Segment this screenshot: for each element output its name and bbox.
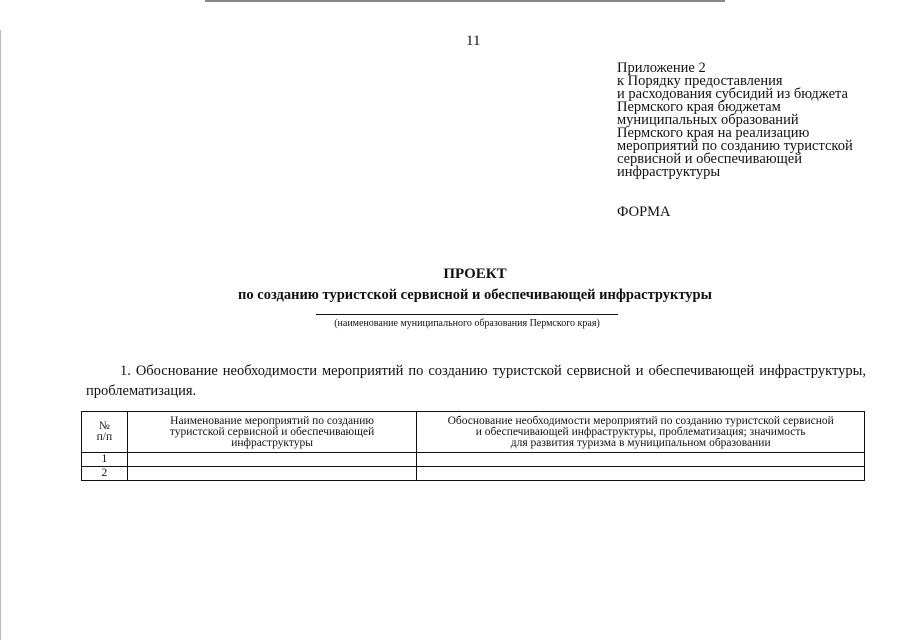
header-justification-line: для развития туризма в муниципальном образовании (510, 436, 771, 449)
appendix-line: сервисной и обеспечивающей (617, 151, 802, 167)
appendix-line: Пермского края на реализацию (617, 125, 810, 141)
page-number: 11 (466, 33, 481, 49)
appendix-line: инфраструктуры (617, 164, 721, 180)
cell-justification (417, 453, 865, 467)
scan-edge-left (0, 30, 1, 640)
header-name-line: Наименование мероприятий по созданию (170, 414, 374, 427)
form-label: ФОРМА (617, 204, 671, 220)
appendix-line: к Порядку предоставления (617, 73, 783, 89)
appendix-note (617, 62, 877, 179)
header-num-line: п/п (96, 431, 113, 443)
header-num (82, 412, 128, 453)
cell-justification (417, 467, 865, 481)
appendix-line: Приложение 2 (617, 60, 706, 76)
document-title: ПРОЕКТ (443, 266, 507, 282)
table-row (82, 467, 865, 481)
cell-num: 1 (82, 453, 128, 467)
table-row (82, 453, 865, 467)
cell-num: 2 (82, 467, 128, 481)
header-name-line: туристской сервисной и обеспечивающей (169, 425, 375, 438)
scan-edge-top (205, 0, 725, 2)
header-num-line: № (98, 420, 110, 432)
header-justification-line: Обоснование необходимости мероприятий по созданию туристской сервисной (447, 414, 834, 427)
municipality-caption: (наименование муниципального образования Пермского края) (334, 318, 600, 329)
cell-name (127, 453, 417, 467)
appendix-line: муниципальных образований (617, 112, 799, 128)
projects-table (81, 411, 865, 481)
section-heading-text: 1. Обоснование необходимости мероприятий по созданию туристской сервисной и обеспечивающей инфраструктуры, проблематизация. (86, 363, 866, 399)
appendix-line: мероприятий по созданию туристской (617, 138, 853, 154)
appendix-line: и расходования субсидий из бюджета (617, 86, 848, 102)
document-subtitle: по созданию туристской сервисной и обеспечивающей инфраструктуры (238, 287, 712, 303)
cell-name (127, 467, 417, 481)
table-header-row (82, 412, 865, 453)
municipality-fill-line (316, 314, 618, 315)
header-justification (417, 412, 865, 453)
header-name-line: инфраструктуры (231, 436, 313, 449)
section-heading (86, 361, 866, 401)
header-justification-line: и обеспечивающей инфраструктуры, проблематизация; значимость (475, 425, 806, 438)
appendix-line: Пермского края бюджетам (617, 99, 781, 115)
header-name (127, 412, 417, 453)
